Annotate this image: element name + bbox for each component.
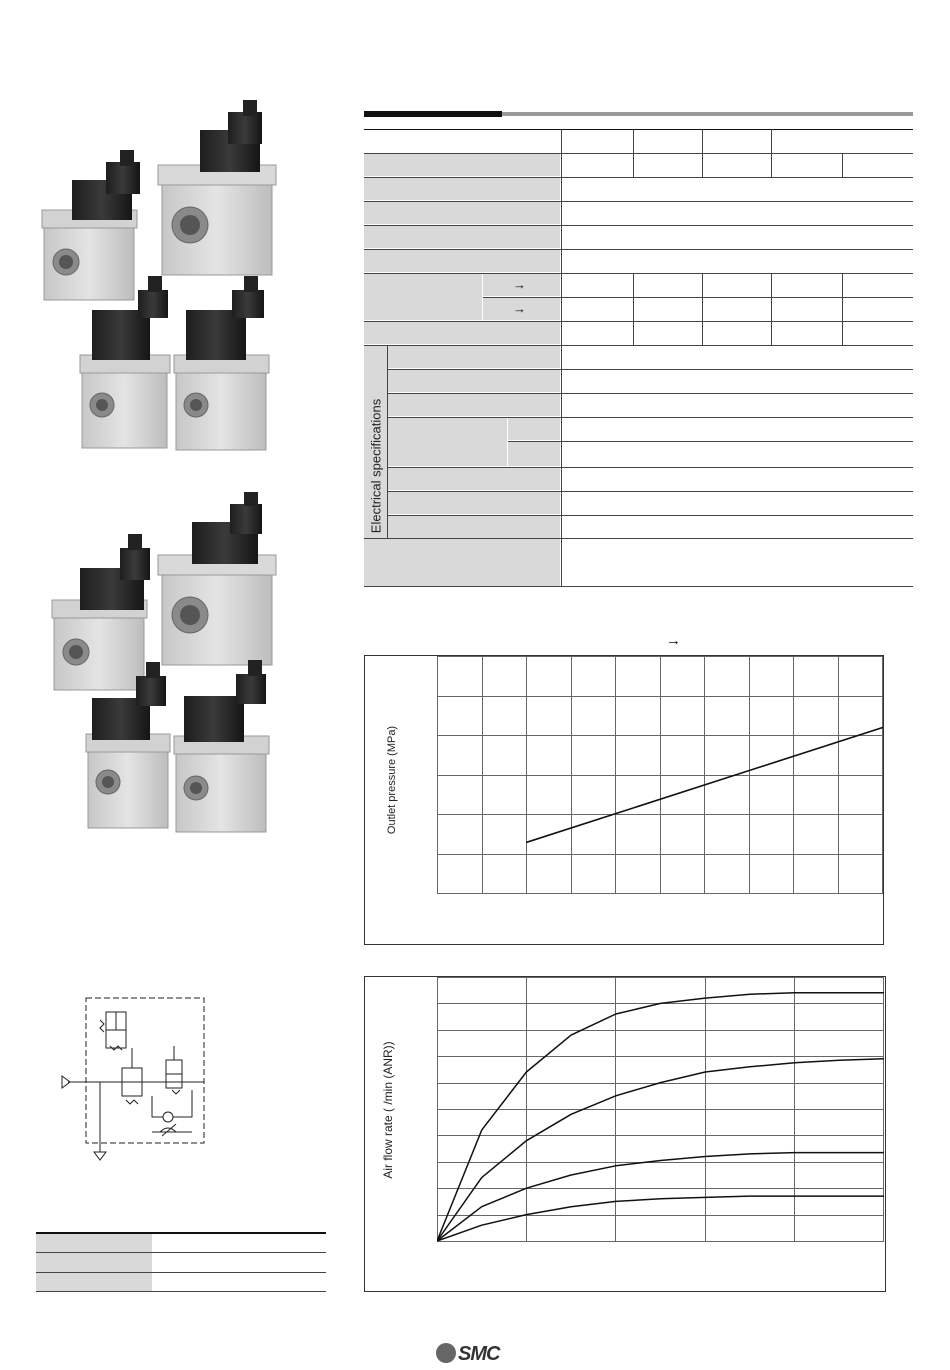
product-photo-group-top bbox=[40, 100, 340, 460]
spec-label-cell bbox=[388, 492, 561, 514]
valve-image bbox=[80, 276, 170, 448]
valve-image bbox=[174, 276, 269, 450]
chart1-title-arrow: → bbox=[666, 632, 681, 649]
spec-label-cell bbox=[364, 202, 561, 224]
spec-label-cell bbox=[388, 346, 561, 368]
spec-label-cell bbox=[364, 178, 561, 200]
product-photo-group-bottom bbox=[40, 490, 340, 840]
spec-label-cell bbox=[508, 418, 561, 440]
chart2-series-line bbox=[437, 1196, 884, 1241]
section-header-bar-grey bbox=[502, 112, 913, 116]
electrical-specifications-text: Electrical specifications bbox=[368, 398, 383, 534]
flow-direction-arrow: → bbox=[513, 301, 526, 316]
chart2-ylabel: Air flow rate ( /min (ANR)) bbox=[381, 1041, 395, 1179]
valve-image bbox=[158, 492, 276, 665]
spec-label-cell bbox=[388, 418, 508, 466]
spec-label-cell bbox=[388, 370, 561, 392]
smc-logo-mark bbox=[436, 1343, 456, 1363]
chart1-ylabel: Outlet pressure (MPa) bbox=[386, 725, 398, 835]
spec-label-cell bbox=[364, 226, 561, 248]
flow-direction-arrow: → bbox=[513, 277, 526, 292]
spec-label-cell bbox=[364, 130, 561, 152]
valve-image bbox=[158, 100, 276, 275]
spec-label-cell bbox=[388, 394, 561, 416]
valve-image bbox=[42, 150, 140, 300]
spec-label-cell bbox=[364, 154, 561, 176]
specifications-table bbox=[364, 129, 913, 587]
spec-label-cell bbox=[364, 250, 561, 272]
pneumatic-circuit-symbol bbox=[60, 990, 210, 1170]
spec-label-cell bbox=[364, 274, 483, 320]
spec-label-cell bbox=[388, 468, 561, 490]
spec-label-cell bbox=[364, 539, 561, 587]
spec-label-cell bbox=[388, 516, 561, 538]
chart2-series-line bbox=[437, 1059, 884, 1241]
smc-logo bbox=[436, 1343, 499, 1366]
valve-image bbox=[52, 534, 150, 690]
mini-table bbox=[36, 1232, 326, 1292]
valve-image bbox=[174, 660, 269, 832]
section-header-bar-dark bbox=[364, 111, 502, 117]
spec-label-cell bbox=[364, 322, 561, 344]
spec-label-cell bbox=[508, 442, 561, 466]
chart1-plot bbox=[437, 656, 883, 894]
chart2-plot bbox=[437, 977, 884, 1243]
smc-logo-text: SMC bbox=[458, 1343, 500, 1365]
